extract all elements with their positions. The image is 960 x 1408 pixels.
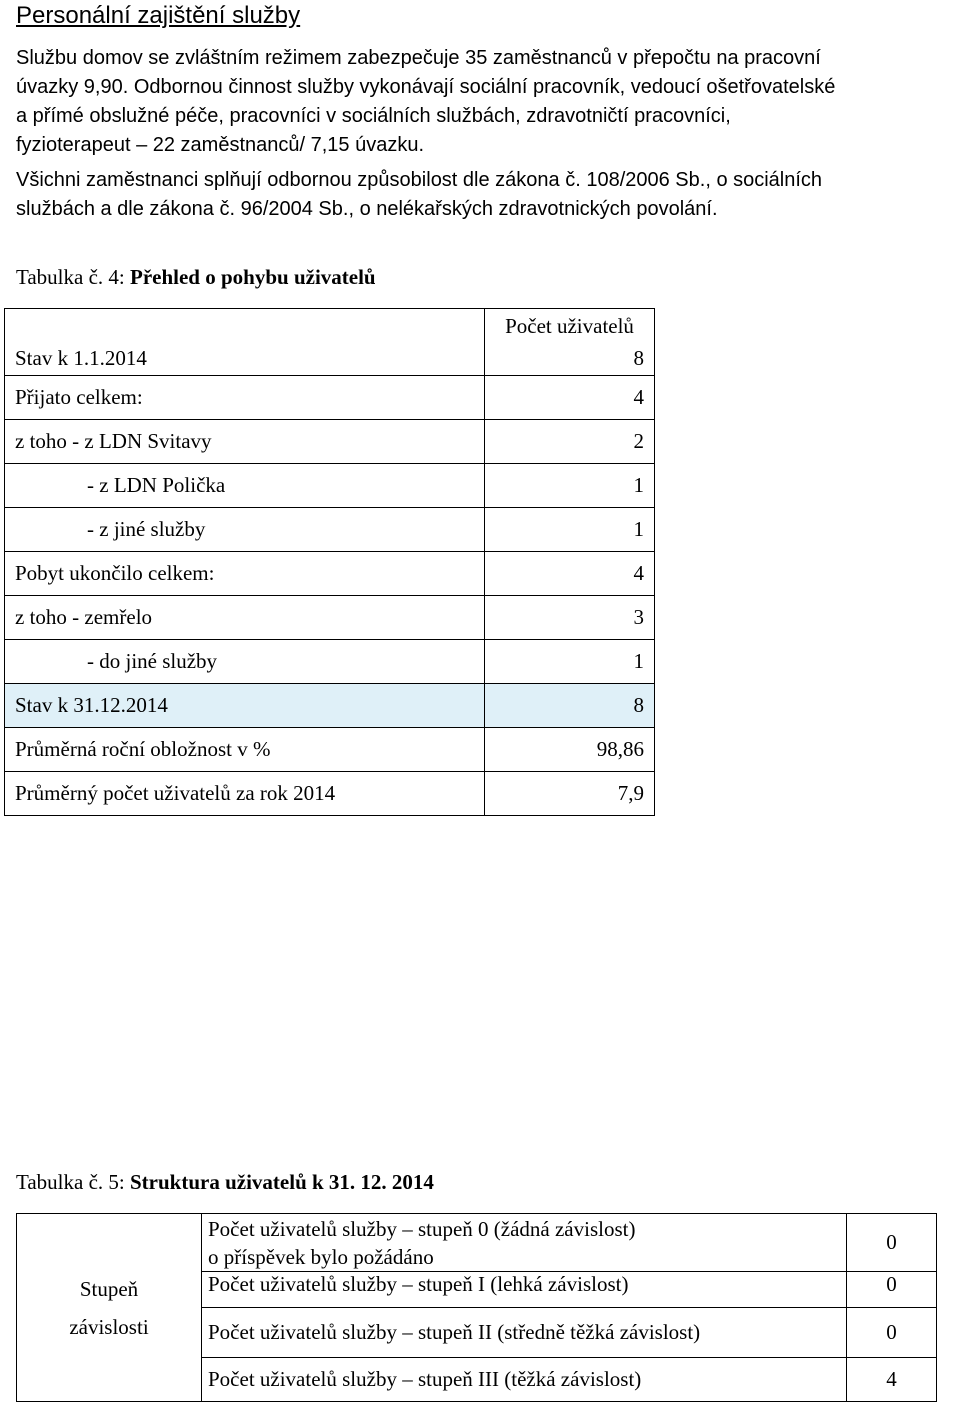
- row-value: 1: [485, 640, 655, 684]
- table-row: [5, 508, 655, 552]
- row-description: Počet uživatelů služby – stupeň III (těžká závislost): [202, 1358, 847, 1402]
- row-label: - z jiné služby: [5, 508, 485, 552]
- row-value: 0: [847, 1308, 937, 1358]
- table-row: [5, 420, 655, 464]
- user-structure-table: [16, 1213, 937, 1402]
- row-value: 8: [485, 341, 655, 376]
- paragraph-line: úvazky 9,90. Odbornou činnost služby vykonávají sociální pracovník, vedoucí ošetřovatelské: [16, 76, 836, 98]
- row-value: 98,86: [485, 728, 655, 772]
- row-value: 7,9: [485, 772, 655, 816]
- paragraph-line: Službu domov se zvláštním režimem zabezpečuje 35 zaměstnanců v přepočtu na pracovní: [16, 47, 821, 69]
- staffing-paragraph: [16, 44, 958, 224]
- table-row: [17, 1214, 937, 1272]
- row-label: - z LDN Polička: [5, 464, 485, 508]
- row-value: 4: [847, 1358, 937, 1402]
- row-label: Průměrná roční obložnost v %: [5, 728, 485, 772]
- table-row: [5, 640, 655, 684]
- table-row: [5, 772, 655, 816]
- paragraph-line: službách a dle zákona č. 96/2004 Sb., o nelékařských zdravotnických povolání.: [16, 198, 718, 220]
- paragraph-line: Všichni zaměstnanci splňují odbornou způsobilost dle zákona č. 108/2006 Sb., o sociálních: [16, 169, 823, 191]
- row-value: 3: [485, 596, 655, 640]
- table4-caption-title: Přehled o pohybu uživatelů: [130, 265, 376, 289]
- row-label: z toho - zemřelo: [5, 596, 485, 640]
- row-label: Stav k 1.1.2014: [5, 341, 485, 376]
- table-row: [5, 596, 655, 640]
- row-description: Počet uživatelů služby – stupeň II (středně těžká závislost): [202, 1308, 847, 1358]
- row-value: 0: [847, 1272, 937, 1308]
- table-row: [5, 341, 655, 376]
- table4-caption-prefix: Tabulka č. 4:: [16, 265, 130, 289]
- table5-caption: [16, 1170, 434, 1195]
- row-value: 0: [847, 1214, 937, 1272]
- row-label: z toho - z LDN Svitavy: [5, 420, 485, 464]
- table-row: [5, 464, 655, 508]
- row-value: 4: [485, 552, 655, 596]
- user-movement-table: [4, 308, 655, 816]
- row-label: Přijato celkem:: [5, 376, 485, 420]
- group-label-line: závislosti: [69, 1314, 149, 1339]
- row-description-line: Počet uživatelů služby – stupeň 0 (žádná závislost): [208, 1217, 636, 1241]
- row-value: 1: [485, 464, 655, 508]
- row-description: [202, 1214, 847, 1272]
- row-label: Stav k 31.12.2014: [5, 684, 485, 728]
- row-description: Počet uživatelů služby – stupeň I (lehká závislost): [202, 1272, 847, 1308]
- row-label: - do jiné služby: [5, 640, 485, 684]
- table-header-row: [5, 309, 655, 342]
- table-row: [5, 728, 655, 772]
- row-value: 4: [485, 376, 655, 420]
- dependency-group-label: [17, 1214, 202, 1402]
- row-value: 2: [485, 420, 655, 464]
- row-value: 1: [485, 508, 655, 552]
- column-header: Počet uživatelů: [485, 309, 655, 342]
- table5-caption-title: Struktura uživatelů k 31. 12. 2014: [130, 1170, 434, 1194]
- row-value: 8: [485, 684, 655, 728]
- table-row: [5, 552, 655, 596]
- paragraph-line: fyzioterapeut – 22 zaměstnanců/ 7,15 úvazku.: [16, 134, 425, 156]
- paragraph-line: a přímé obslužné péče, pracovníci v sociálních službách, zdravotničtí pracovníci,: [16, 105, 731, 127]
- table4-caption: [16, 265, 376, 290]
- table-row: [5, 376, 655, 420]
- group-label-line: Stupeň: [79, 1276, 139, 1301]
- row-description-line: o příspěvek bylo požádáno: [208, 1245, 434, 1269]
- table-row-highlighted: [5, 684, 655, 728]
- row-label: Průměrný počet uživatelů za rok 2014: [5, 772, 485, 816]
- table5-caption-prefix: Tabulka č. 5:: [16, 1170, 130, 1194]
- section-heading: Personální zajištění služby: [16, 2, 301, 29]
- row-label: Pobyt ukončilo celkem:: [5, 552, 485, 596]
- table-header-empty: [5, 309, 485, 342]
